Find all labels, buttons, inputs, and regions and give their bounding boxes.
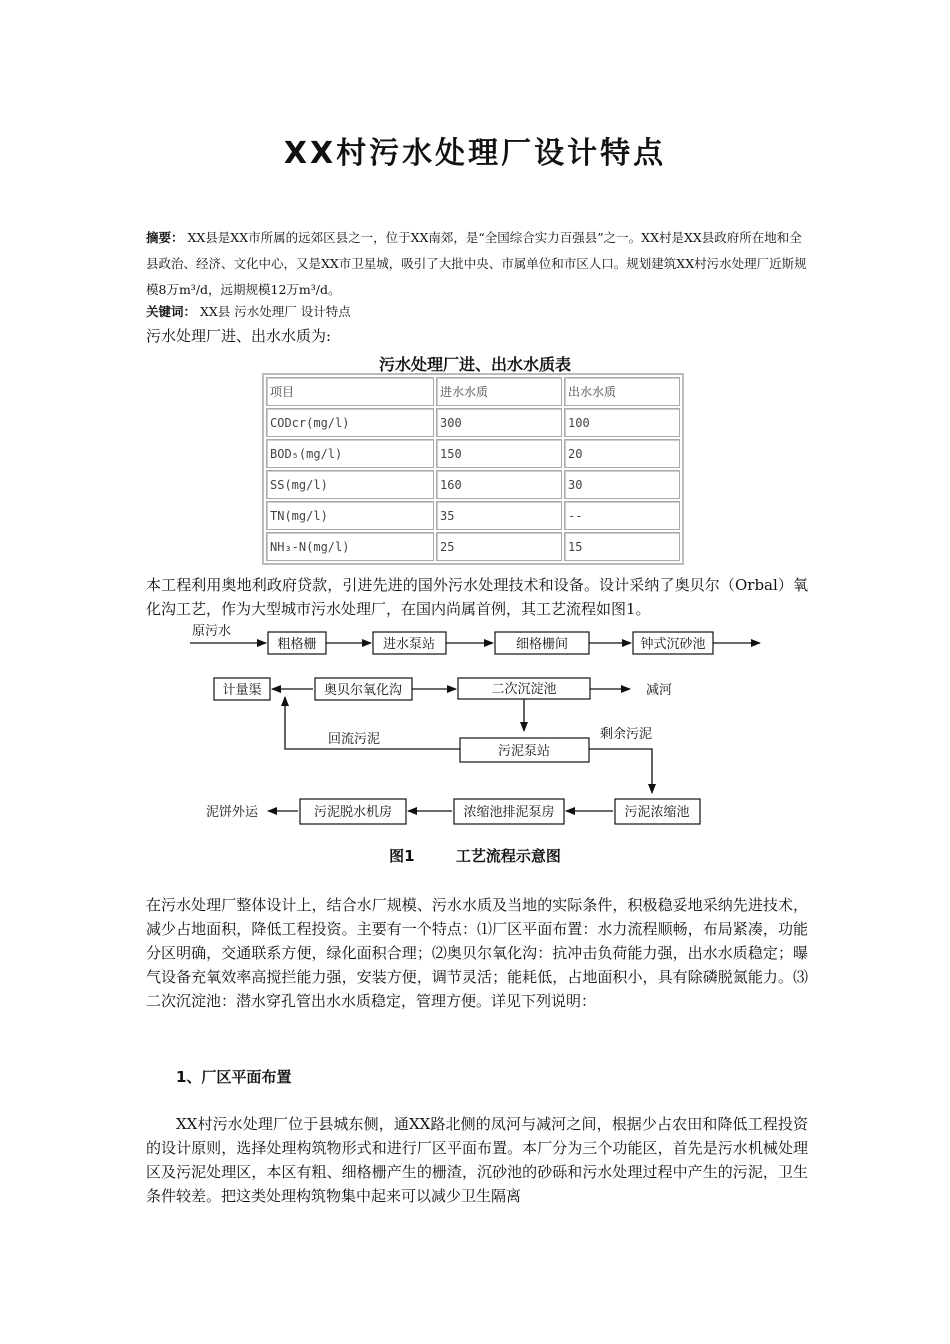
figure-caption xyxy=(0,845,950,866)
intro-line: 污水处理厂进、出水水质为: xyxy=(146,327,332,345)
table-cell: 15 xyxy=(564,532,680,561)
table-cell: 35 xyxy=(436,501,562,530)
thickener-pump-label: 浓缩池排泥泵房 xyxy=(463,805,555,820)
table-cell: TN(mg/l) xyxy=(266,501,434,530)
figure-number: 图1 xyxy=(389,847,415,865)
return-sludge-label: 回流污泥 xyxy=(328,732,381,747)
grit-chamber-label: 钟式沉砂池 xyxy=(640,637,706,652)
raw-sewage-label: 原污水 xyxy=(192,624,232,639)
river-label: 减河 xyxy=(646,683,673,698)
clarifier-label: 二次沉淀池 xyxy=(491,682,557,697)
header-cell: 出水水质 xyxy=(564,377,680,406)
cake-export-label: 泥饼外运 xyxy=(206,805,259,820)
paragraph-design: 在污水处理厂整体设计上，结合水厂规模、污水水质及当地的实际条件，积极稳妥地采纳先进技术，减少占地面积，降低工程投资。主要有一个特点：⑴厂区平面布置：水力流程顺畅，布局紧凑，功能分区明确，交通联系方便，绿化面积合理；⑵奥贝尔氧化沟：抗冲击负荷能力强，出水水质稳定；曝气设备充氧效率高搅拦能力强，安装方便，调节灵活；能耗低，占地面积小，具有除磷脱氮能力。⑶二次沉淀池：潜水穿孔管出水水质稳定，管理方便。详见下列说明： xyxy=(146,896,808,1010)
meter-channel-label: 计量渠 xyxy=(222,683,262,698)
process-flow-diagram xyxy=(180,618,780,833)
excess-sludge-arrow xyxy=(589,749,652,793)
keywords-text: XX县 污水处理厂 设计特点 xyxy=(200,304,351,319)
document-title: XX村污水处理厂设计特点 xyxy=(283,136,667,171)
sludge-pump-label: 污泥泵站 xyxy=(497,744,551,759)
figure-title: 工艺流程示意图 xyxy=(455,847,561,865)
table-row xyxy=(266,532,680,561)
dewatering-label: 污泥脱水机房 xyxy=(313,805,393,820)
paragraph-loan: 本工程利用奥地利政府贷款，引进先进的国外污水处理技术和设备。设计采纳了奥贝尔（Orbal）氧化沟工艺，作为大型城市污水处理厂，在国内尚属首例，其工艺流程如图1。 xyxy=(146,576,808,618)
fine-screen-label: 细格栅间 xyxy=(515,637,569,652)
table-cell: 300 xyxy=(436,408,562,437)
keywords-label: 关键词： xyxy=(146,304,197,319)
table-header-row xyxy=(266,377,680,406)
table-caption: 污水处理厂进、出水水质表 xyxy=(378,355,571,374)
abstract-text: XX县是XX市所属的远郊区县之一，位于XX南郊，是“全国综合实力百强县”之一。XX村是XX县政府所在地和全县政治、经济、文化中心，又是XX市卫星城，吸引了大批中央、市属单位和市区人口。规划建筑XX村污水处理厂近斯规模8万m³/d，远期规模12万m³/d。 xyxy=(146,230,807,297)
table-row xyxy=(266,439,680,468)
header-cell: 进水水质 xyxy=(436,377,562,406)
table-cell: BOD₅(mg/l) xyxy=(266,439,434,468)
water-quality-table xyxy=(262,373,684,565)
abstract-label: 摘要： xyxy=(146,230,184,245)
table-cell: 160 xyxy=(436,470,562,499)
orbal-ditch-label: 奥贝尔氧化沟 xyxy=(323,683,403,698)
table-cell: 150 xyxy=(436,439,562,468)
table-row xyxy=(266,408,680,437)
header-cell: 项目 xyxy=(266,377,434,406)
table-cell: NH₃-N(mg/l) xyxy=(266,532,434,561)
table-cell: 20 xyxy=(564,439,680,468)
table-cell: CODcr(mg/l) xyxy=(266,408,434,437)
coarse-screen-label: 粗格栅 xyxy=(277,637,317,652)
table-cell: SS(mg/l) xyxy=(266,470,434,499)
table-cell: 100 xyxy=(564,408,680,437)
table-cell: -- xyxy=(564,501,680,530)
thickener-label: 污泥浓缩池 xyxy=(624,805,690,820)
abstract xyxy=(146,225,808,303)
paragraph-layout: XX村污水处理厂位于县城东侧，通XX路北侧的凤河与减河之间，根据少占农田和降低工程投资的设计原则，选择处理构筑物形式和进行厂区平面布置。本厂分为三个功能区，首先是污水机械处理区及污泥处理区，本区有粗、细格栅产生的栅渣，沉砂池的砂砾和污水处理过程中产生的污泥，卫生条件较差。把这类处理构筑物集中起来可以减少卫生隔离 xyxy=(146,1115,808,1205)
section-heading: 1、厂区平面布置 xyxy=(176,1068,292,1086)
table-row xyxy=(266,470,680,499)
excess-sludge-label: 剩余污泥 xyxy=(600,727,653,742)
keywords xyxy=(146,299,808,325)
table-row xyxy=(266,501,680,530)
table-cell: 30 xyxy=(564,470,680,499)
inlet-pump-label: 进水泵站 xyxy=(382,637,436,652)
table-cell: 25 xyxy=(436,532,562,561)
